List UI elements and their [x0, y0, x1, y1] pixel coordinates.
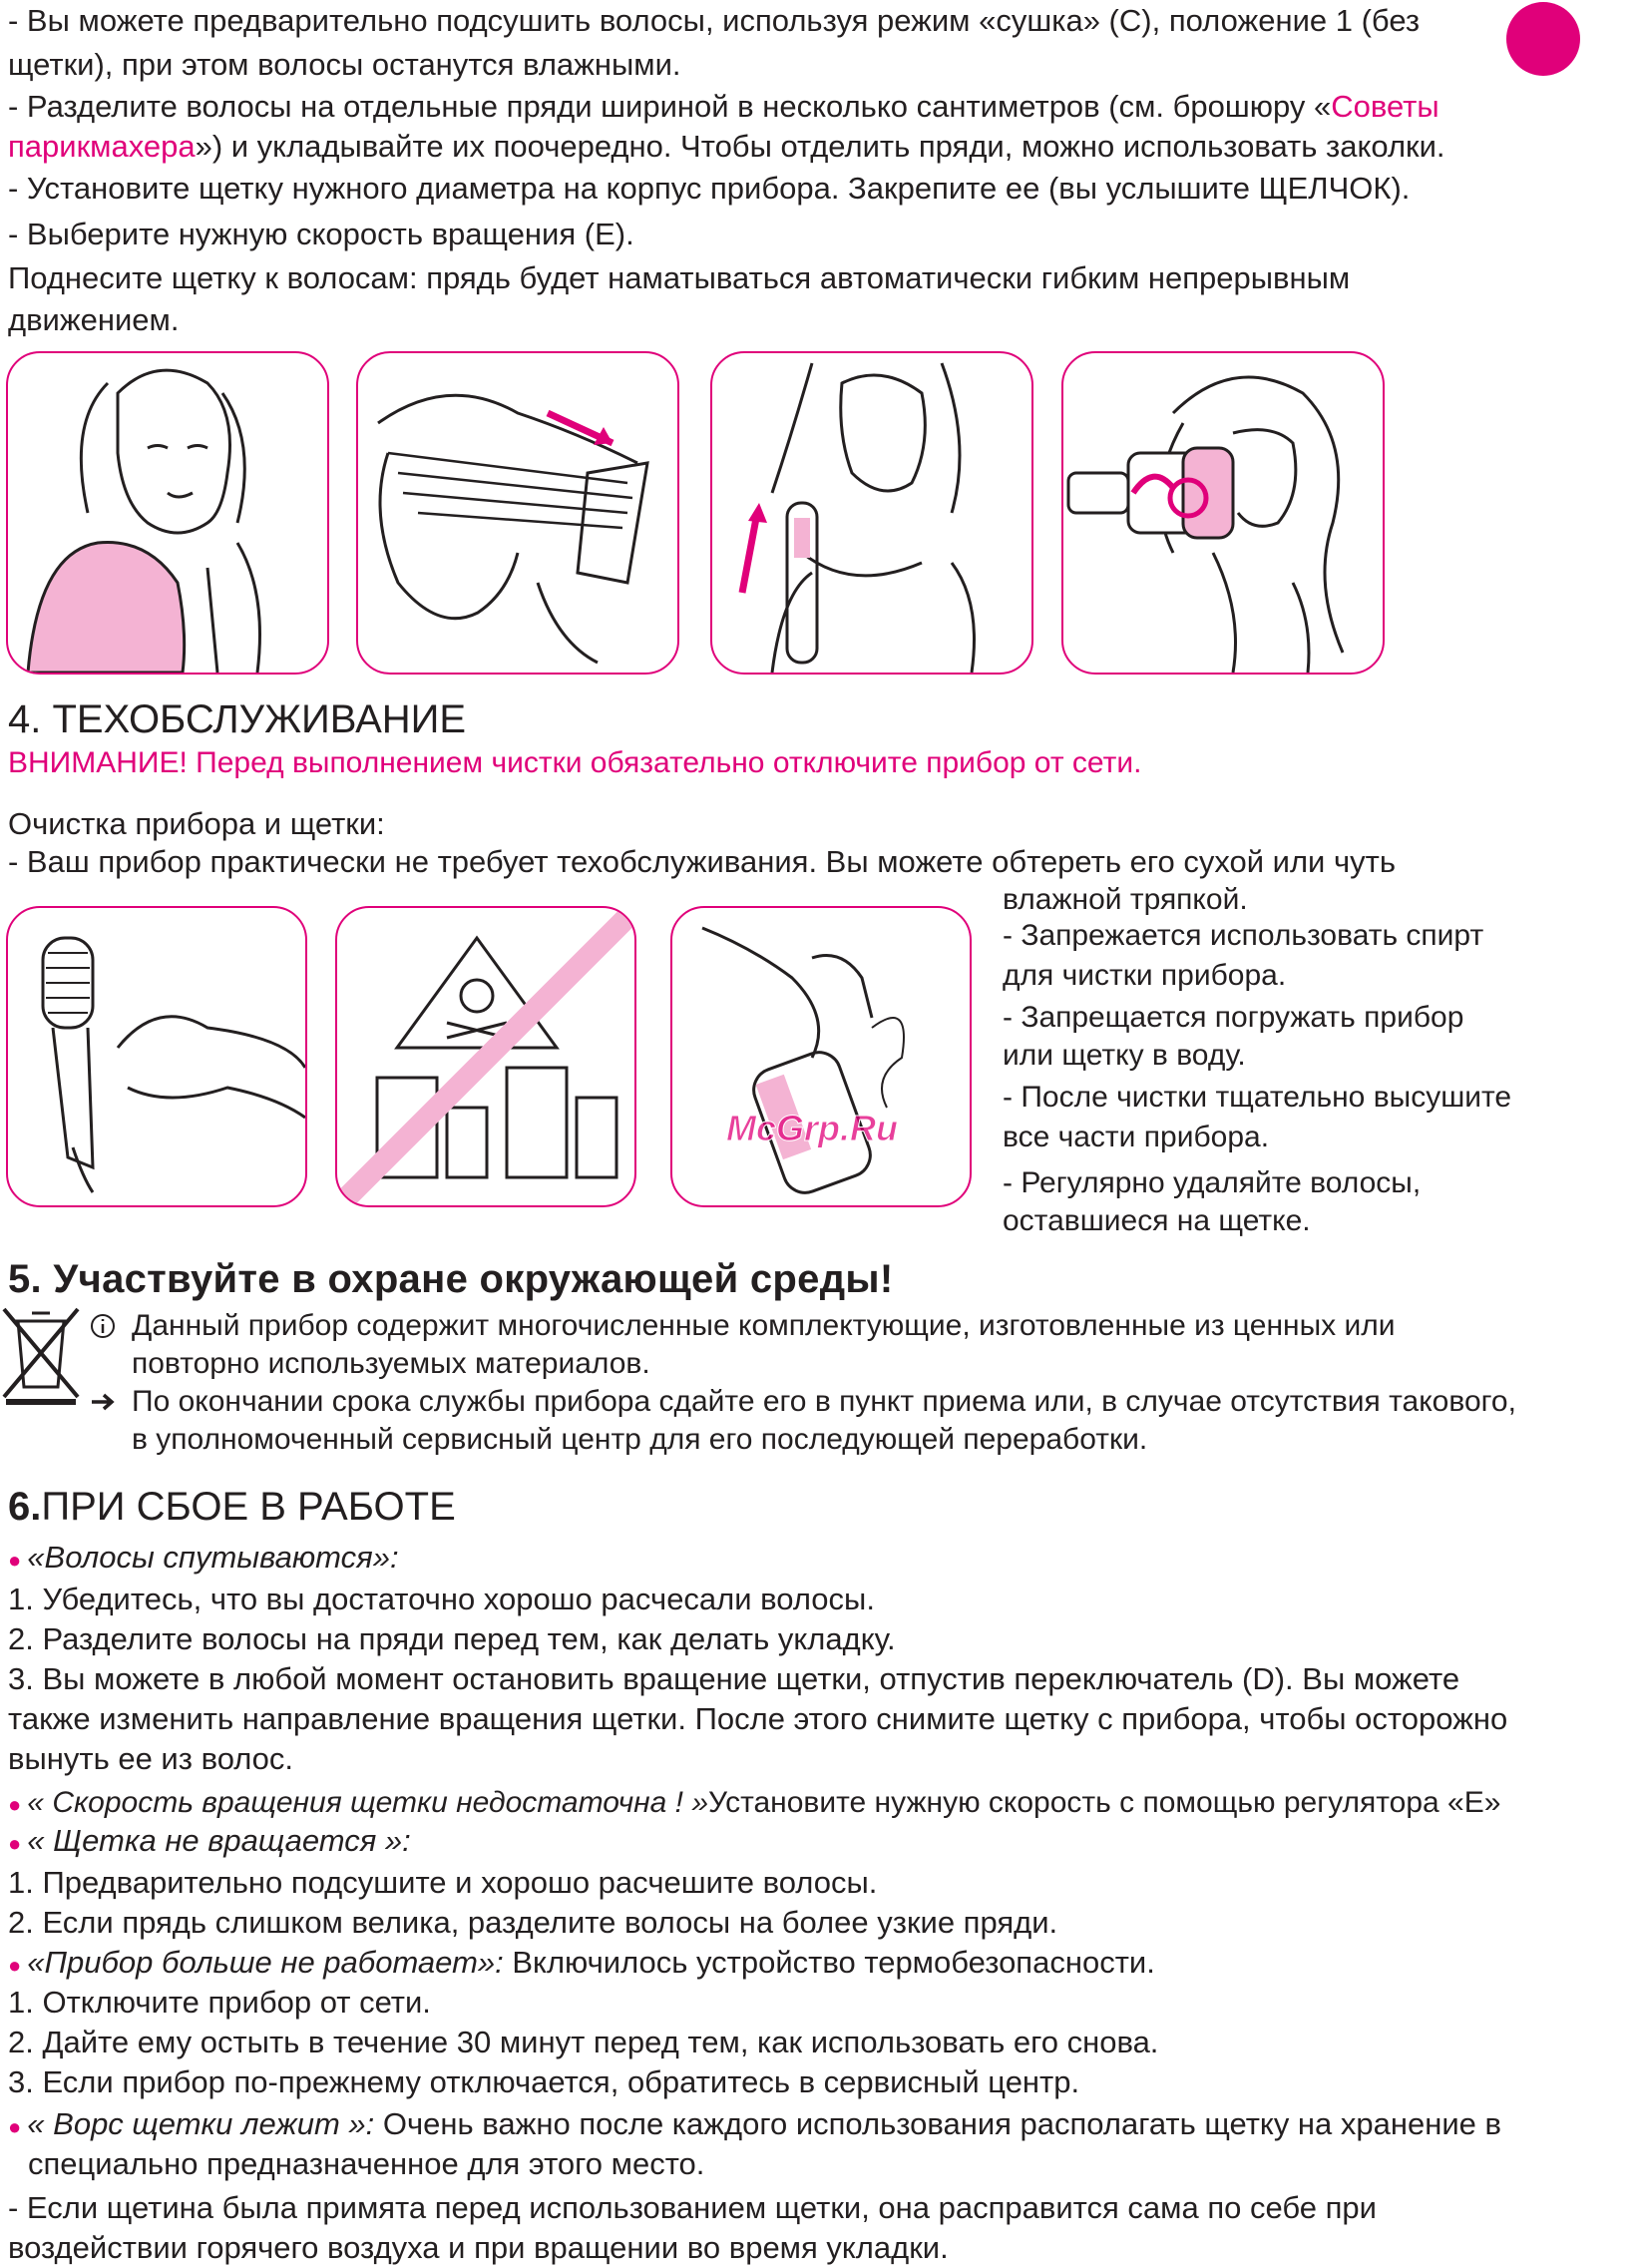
brush-cleaning-svg — [672, 908, 970, 1205]
bullet-icon: ● — [8, 1548, 22, 1573]
side-line-2: - Запрежается использовать спирт — [1003, 919, 1484, 952]
intro-line-5: - Установите щетку нужного диаметра на корпус прибора. Закрепите ее (вы услышите ЩЕЛЧОК). — [8, 171, 1411, 206]
troubleshooting-heading — [8, 1483, 456, 1531]
troubleshooting-heading-text: ПРИ СБОЕ В РАБОТЕ — [41, 1485, 456, 1529]
q4-item-3: 3. Если прибор по-прежнему отключается, обратитесь в сервисный центр. — [8, 2064, 1080, 2099]
final-line-2: воздействии горячего воздуха и при вращении во время укладки. — [8, 2230, 949, 2265]
q4 — [8, 1942, 1155, 1986]
q3-item-1: 1. Предварительно подсушите и хорошо расчешите волосы. — [8, 1865, 878, 1900]
cleaning-subheading: Очистка прибора и щетки: — [8, 806, 385, 841]
page-marker-dot — [1506, 2, 1580, 76]
q1 — [8, 1537, 399, 1581]
environment-heading: 5. Участвуйте в охране окружающей среды! — [8, 1257, 894, 1301]
no-chemicals-svg — [337, 908, 634, 1205]
intro-line-8: движением. — [8, 302, 180, 337]
bullet-icon: ● — [8, 2114, 22, 2139]
q1-item-2: 2. Разделите волосы на пряди перед тем, как делать укладку. — [8, 1621, 896, 1656]
q2 — [8, 1782, 1500, 1825]
env-item1-line2: повторно используемых материалов. — [132, 1347, 650, 1380]
intro-line-7: Поднесите щетку к волосам: прядь будет наматываться автоматически гибким непрерывным — [8, 260, 1351, 295]
side-line-3: для чистки прибора. — [1003, 959, 1287, 992]
combing-hair-illustration — [356, 351, 679, 675]
intro-text: - Разделите волосы на отдельные пряди шириной в несколько сантиметров (см. брошюру « — [8, 89, 1332, 124]
intro-text: ») и укладывайте их поочередно. Чтобы отделить пряди, можно использовать заколки. — [195, 129, 1445, 164]
q3-item-2: 2. Если прядь слишком велика, разделите волосы на более узкие пряди. — [8, 1905, 1058, 1940]
q4-text: «Прибор больше не работает»: — [27, 1945, 504, 1980]
brochure-link-cont[interactable]: парикмахера — [8, 129, 196, 164]
side-line-6: - После чистки тщательно высушите — [1003, 1081, 1512, 1114]
weee-bin-icon — [2, 1307, 80, 1407]
wiping-device-illustration — [6, 906, 307, 1207]
q5 — [8, 2103, 1501, 2147]
combing-svg — [358, 353, 677, 673]
q2-text: « Скорость вращения щетки недостаточна ! » — [27, 1786, 709, 1819]
maintenance-warning: ВНИМАНИЕ! Перед выполнением чистки обязательно отключите прибор от сети. — [8, 746, 1142, 779]
final-line-1: - Если щетина была примята перед использованием щетки, она расправится сама по себе при — [8, 2190, 1377, 2225]
maintenance-heading: 4. ТЕХОБСЛУЖИВАНИЕ — [8, 697, 467, 741]
troubleshooting-heading-number: 6. — [8, 1485, 42, 1529]
intro-line-3 — [8, 86, 1439, 127]
no-chemicals-illustration — [335, 906, 636, 1207]
info-icon — [90, 1313, 116, 1339]
side-line-5: или щетку в воду. — [1003, 1039, 1246, 1072]
q2-answer: Установите нужную скорость с помощью регулятора «Е» — [708, 1786, 1501, 1819]
q1-text: «Волосы спутываются»: — [27, 1540, 399, 1575]
q1-item-1: 1. Убедитесь, что вы достаточно хорошо расчесали волосы. — [8, 1582, 875, 1616]
intro-line-4 — [8, 126, 1445, 167]
q3 — [8, 1820, 411, 1864]
side-line-1: влажной тряпкой. — [1003, 883, 1248, 916]
woman-towel-svg — [8, 353, 327, 673]
bullet-icon: ● — [8, 1953, 22, 1978]
q5-text: « Ворс щетки лежит »: — [27, 2106, 375, 2141]
cleaning-line-1: - Ваш прибор практически не требует техобслуживания. Вы можете обтереть его сухой или чуть — [8, 844, 1396, 879]
env-item2-line1: По окончании срока службы прибора сдайте его в пункт приема или, в случае отсутствия такового, — [132, 1385, 1516, 1418]
brush-upward-illustration — [710, 351, 1033, 675]
bullet-icon: ● — [8, 1831, 22, 1856]
intro-line-2: щетки), при этом волосы останутся влажными. — [8, 47, 681, 82]
env-item1-line1: Данный прибор содержит многочисленные комплектующие, изготовленные из ценных или — [132, 1309, 1396, 1342]
wiping-svg — [8, 908, 305, 1205]
arrow-right-icon — [90, 1389, 116, 1415]
side-line-8: - Регулярно удаляйте волосы, — [1003, 1166, 1422, 1199]
watermark: McGrp.Ru — [726, 1108, 899, 1148]
intro-line-1: - Вы можете предварительно подсушить волосы, используя режим «сушка» (С), положение 1 (без — [8, 3, 1421, 38]
q4-item-1: 1. Отключите прибор от сети. — [8, 1985, 431, 2020]
q1-item-3-cont2: вынуть ее из волос. — [8, 1741, 294, 1776]
q1-item-3-cont: также изменить направление вращения щетки. После этого снимите щетку с прибора, чтобы осторожно — [8, 1701, 1508, 1736]
side-line-9: оставшиеся на щетке. — [1003, 1204, 1311, 1237]
env-item2-line2: в уполномоченный сервисный центр для его последующей переработки. — [132, 1423, 1148, 1456]
side-line-7: все части прибора. — [1003, 1121, 1270, 1153]
side-line-4: - Запрещается погружать прибор — [1003, 1001, 1464, 1034]
q1-item-3: 3. Вы можете в любой момент остановить вращение щетки, отпустив переключатель (D). Вы можете — [8, 1661, 1460, 1696]
q3-text: « Щетка не вращается »: — [27, 1823, 411, 1858]
q4-answer: Включилось устройство термобезопасности. — [512, 1945, 1155, 1980]
q5-answer: Очень важно после каждого использования располагать щетку на хранение в — [382, 2106, 1502, 2141]
q4-item-2: 2. Дайте ему остыть в течение 30 минут перед тем, как использовать его снова. — [8, 2025, 1159, 2059]
brush-rotating-svg — [1063, 353, 1383, 673]
intro-line-6: - Выберите нужную скорость вращения (Е). — [8, 217, 634, 251]
bullet-icon: ● — [8, 1792, 22, 1817]
brush-upward-svg — [712, 353, 1031, 673]
brochure-link[interactable]: Советы — [1331, 89, 1439, 124]
brush-cleaning-illustration — [670, 906, 972, 1207]
brush-rotating-illustration — [1061, 351, 1385, 675]
woman-towel-illustration — [6, 351, 329, 675]
q5-answer-cont: специально предназначенное для этого место. — [28, 2146, 705, 2181]
